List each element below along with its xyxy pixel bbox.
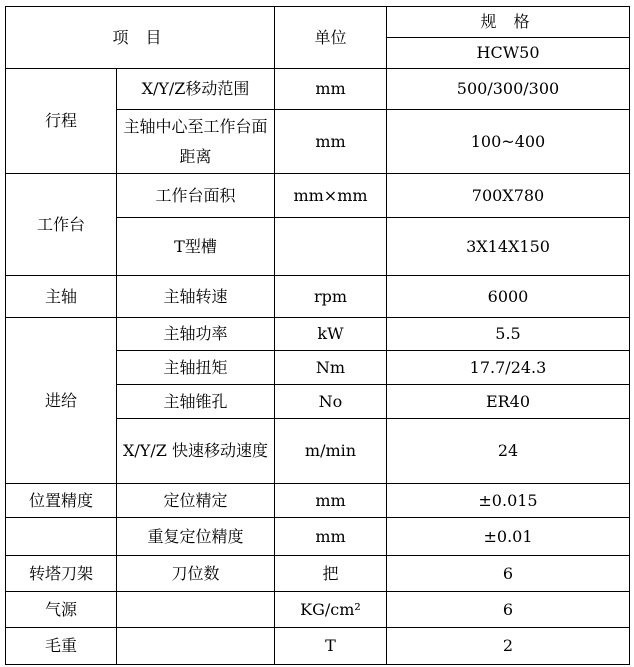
group-cell: 毛重 — [6, 628, 117, 665]
unit-cell — [275, 218, 387, 276]
unit-cell: 把 — [275, 556, 387, 592]
table-row — [6, 592, 630, 628]
table-row — [6, 518, 630, 556]
value-cell: 2 — [387, 628, 630, 665]
item-cell: 工作台面积 — [117, 174, 275, 218]
unit-cell: KG/cm² — [275, 592, 387, 628]
unit-cell: mm — [275, 69, 387, 110]
group-cell: 转塔刀架 — [6, 556, 117, 592]
item-text: X/Y/Z 快速移动速度 — [123, 441, 268, 460]
group-cell: 进给 — [6, 318, 117, 484]
value-cell: 6000 — [387, 276, 630, 318]
value-cell: 17.7/24.3 — [387, 351, 630, 385]
value-cell: 3X14X150 — [387, 218, 630, 276]
item-cell: 主轴扭矩 — [117, 351, 275, 385]
item-cell — [117, 592, 275, 628]
unit-cell: kW — [275, 318, 387, 351]
value-cell: ±0.015 — [387, 484, 630, 518]
item-cell — [117, 628, 275, 665]
unit-cell: mm — [275, 484, 387, 518]
header-spec: 规 格 — [387, 7, 630, 38]
value-cell: 100~400 — [387, 110, 630, 174]
item-cell: 定位精定 — [117, 484, 275, 518]
unit-cell: rpm — [275, 276, 387, 318]
value-cell: ±0.01 — [387, 518, 630, 556]
group-cell: 位置精度 — [6, 484, 117, 518]
item-cell: 主轴锥孔 — [117, 385, 275, 419]
unit-cell: T — [275, 628, 387, 665]
unit-cell: No — [275, 385, 387, 419]
value-cell: 500/300/300 — [387, 69, 630, 110]
item-cell: 重复定位精度 — [117, 518, 275, 556]
group-cell: 主轴 — [6, 276, 117, 318]
table-row — [6, 69, 630, 110]
unit-cell: mm — [275, 518, 387, 556]
spec-table — [5, 6, 630, 665]
value-cell: ER40 — [387, 385, 630, 419]
group-cell: 行程 — [6, 69, 117, 174]
item-cell: 主轴转速 — [117, 276, 275, 318]
value-cell: 6 — [387, 592, 630, 628]
value-cell: 700X780 — [387, 174, 630, 218]
table-row — [6, 174, 630, 218]
group-cell: 工作台 — [6, 174, 117, 276]
item-cell: 主轴功率 — [117, 318, 275, 351]
header-model: HCW50 — [387, 38, 630, 69]
table-row — [6, 556, 630, 592]
table-row — [6, 318, 630, 351]
unit-cell: Nm — [275, 351, 387, 385]
item-cell: X/Y/Z移动范围 — [117, 69, 275, 110]
table-row — [6, 484, 630, 518]
group-cell — [6, 518, 117, 556]
header-unit: 单位 — [275, 7, 387, 69]
value-cell: 24 — [387, 419, 630, 484]
unit-cell: mm×mm — [275, 174, 387, 218]
item-cell: T型槽 — [117, 218, 275, 276]
table-row — [6, 628, 630, 665]
item-cell — [117, 110, 275, 174]
group-cell: 气源 — [6, 592, 117, 628]
value-cell: 6 — [387, 556, 630, 592]
unit-cell: m/min — [275, 419, 387, 484]
item-cell — [117, 419, 275, 484]
header-item: 项 目 — [6, 7, 275, 69]
item-cell: 刀位数 — [117, 556, 275, 592]
item-text: 主轴中心至工作台面距离 — [123, 116, 268, 166]
unit-cell: mm — [275, 110, 387, 174]
value-cell: 5.5 — [387, 318, 630, 351]
table-row — [6, 276, 630, 318]
